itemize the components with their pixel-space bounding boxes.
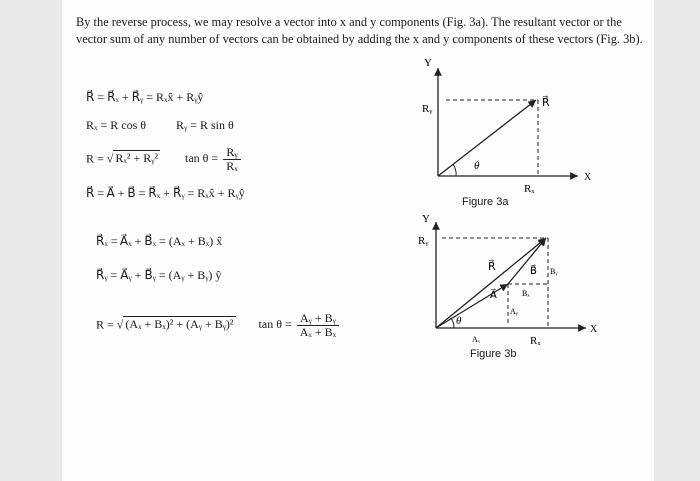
equation-magnitude-3a: R = √ Rₓ² + Rᵧ² tan θ = $\frac{\text{Rᵧ}}{\text{Rₓ}}$ — [86, 146, 243, 173]
intro-paragraph: By the reverse process, we may resolve a vector into x and y components (Fig. 3a). The resultant vector or the vector sum of any number of vectors can be obtained by adding the x and y components of these vectors (Fig. 3b). — [76, 15, 643, 46]
fig3a-rx-label: Rₓ — [524, 183, 535, 195]
equation-resultant-components: R⃗ = R⃗ₓ + R⃗ᵧ = Rₓx̂ + Rᵧŷ — [86, 90, 204, 104]
fig3b-vector-b — [508, 238, 546, 284]
fig3a-y-label: Y — [424, 57, 432, 69]
figure-3b — [410, 214, 610, 364]
fig3a-angle-arc — [453, 164, 456, 176]
fig3b-rx-label: Rₓ — [530, 335, 541, 347]
fig3b-y-label: Y — [422, 214, 430, 225]
eq3-num: Rᵧ — [223, 146, 240, 160]
figure-3a — [408, 56, 608, 216]
fig3a-x-label: X — [584, 172, 592, 183]
eq7-fraction — [297, 312, 339, 339]
eq7-tan: tan θ = — [258, 317, 292, 332]
figure-3b-caption: Figure 3b — [470, 348, 517, 360]
eq3-tan: tan θ = — [185, 151, 219, 166]
fig3b-angle-arc — [451, 318, 454, 328]
eq7-sqrt: (Aₓ + Bₓ)² + (Aᵧ + Bᵧ)² — [125, 317, 234, 332]
fig3b-vector-a — [436, 284, 508, 328]
equation-ry: Rᵧ = R sin θ — [176, 118, 234, 132]
fig3b-x-label: X — [590, 324, 598, 335]
eq3-lhs: R = — [86, 151, 104, 166]
fig3b-ay-label: Aᵧ — [510, 307, 518, 316]
eq7-num: Aᵧ + Bᵧ — [297, 312, 339, 326]
fig3b-a-label: A⃗ — [490, 290, 497, 301]
equation-rx: Rₓ = R cos θ — [86, 118, 146, 132]
eq3-fraction — [223, 146, 240, 173]
fig3a-vector-r — [438, 100, 536, 176]
eq3-sqrt: Rₓ² + Rᵧ² — [115, 151, 159, 166]
fig3b-theta: θ — [456, 315, 462, 327]
equation-magnitude-3b: R = √ (Aₓ + Bₓ)² + (Aᵧ + Bᵧ)² tan θ = $\frac{\text{Aᵧ + Bᵧ}}{\text{Aₓ + Bₓ}}$ — [96, 312, 341, 339]
equation-rx-sum: R⃗ₓ = A⃗ₓ + B⃗ₓ = (Aₓ + Bₓ) x̂ — [96, 234, 223, 248]
eq3-den: Rₓ — [226, 159, 238, 173]
fig3b-vector-r — [436, 238, 546, 328]
fig3b-by-label: Bᵧ — [550, 267, 558, 276]
fig3b-ax-label: Aₓ — [472, 335, 481, 344]
fig3b-bx-label: Bₓ — [522, 289, 530, 298]
fig3b-b-label: B⃗ — [530, 266, 537, 277]
equation-vector-sum: R⃗ = A⃗ + B⃗ = R⃗ₓ + R⃗ᵧ = Rₓx̂ + Rᵧŷ — [86, 186, 245, 200]
figure-3a-caption: Figure 3a — [462, 196, 509, 208]
fig3b-ry-label: Rᵧ — [418, 235, 429, 247]
fig3a-r-label: R⃗ — [542, 97, 550, 109]
fig3a-ry-label: Rᵧ — [422, 103, 433, 115]
fig3a-theta: θ — [474, 160, 480, 172]
fig3b-r-label: R⃗ — [488, 261, 496, 273]
equation-ry-sum: R⃗ᵧ = A⃗ᵧ + B⃗ᵧ = (Aᵧ + Bᵧ) ŷ — [96, 268, 222, 282]
eq7-lhs: R = — [96, 317, 114, 332]
eq7-den: Aₓ + Bₓ — [299, 325, 337, 339]
